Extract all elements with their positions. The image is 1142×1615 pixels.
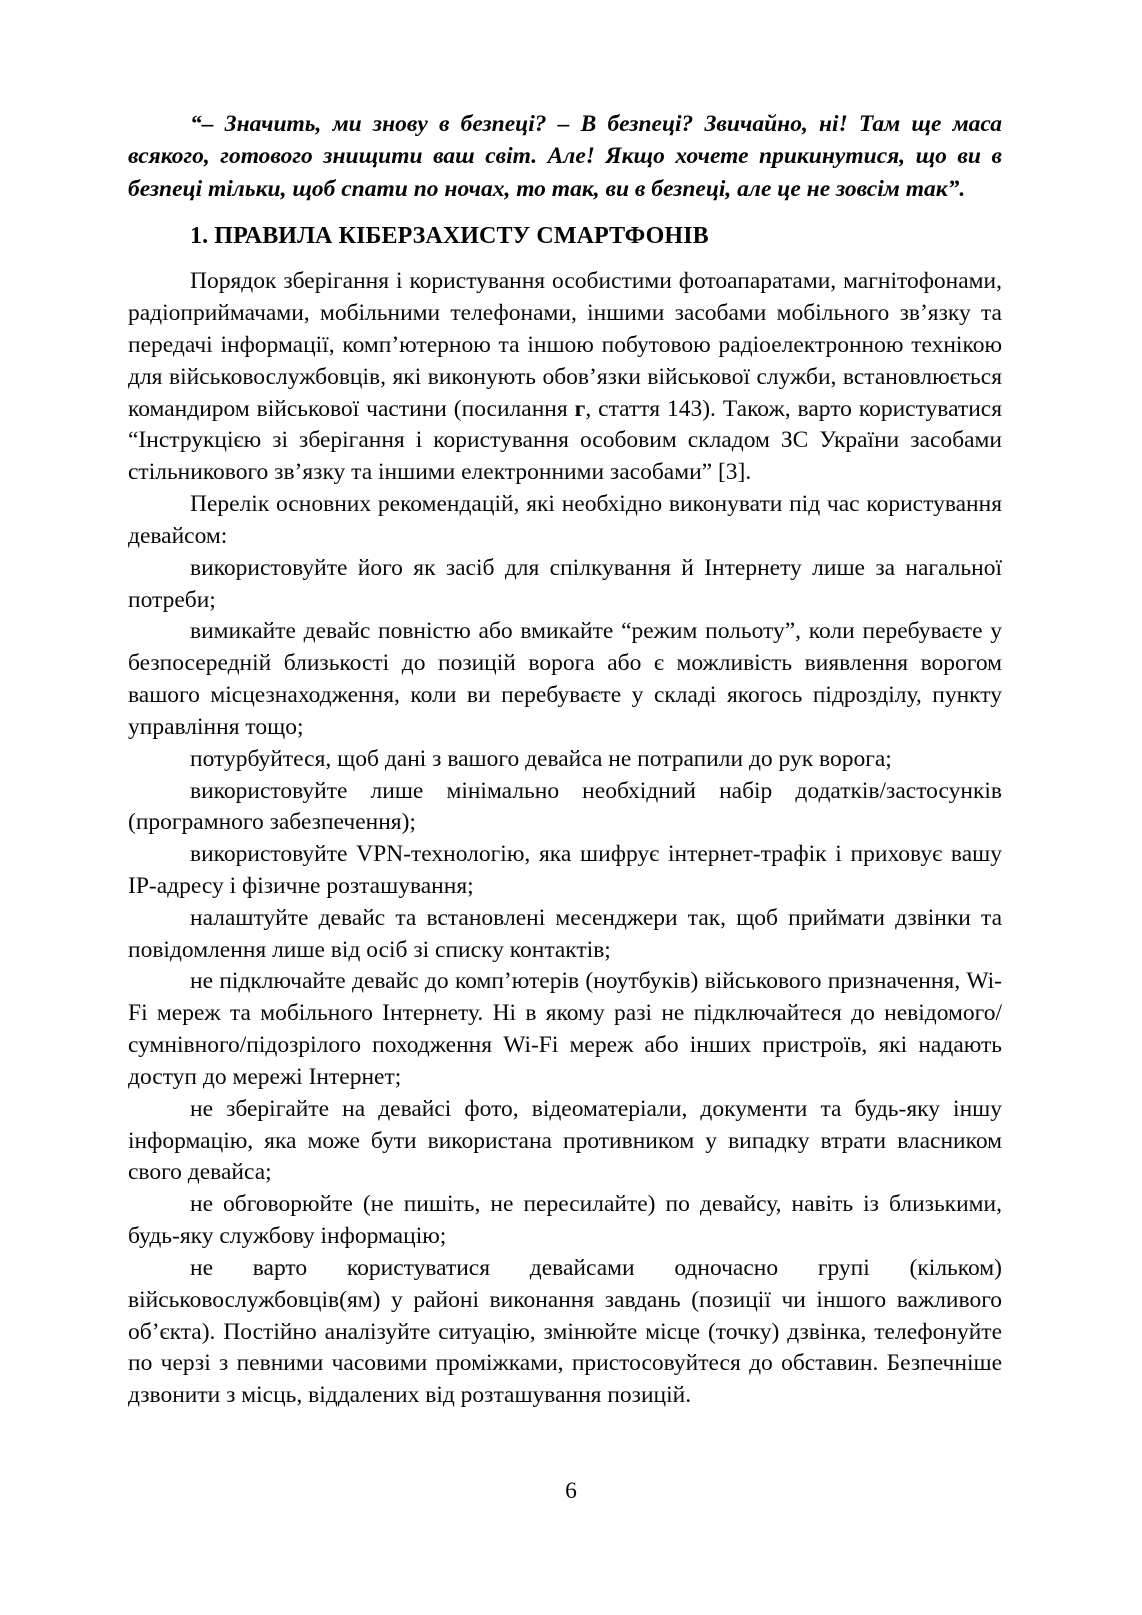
recommendation-item-10: не варто користуватися девайсами одночасно групі (кільком) військовослужбовців(ям) у районі виконання завдань (позиції чи іншого важливого об’єкта). Постійно аналізуйте ситуацію, змінюйте місце (точку) дзвінка, телефонуйте по черзі з певними часовими проміжками, пристосовуйтеся до обставин. Безпечніше дзвонити з місць, віддалених від розташування позицій. <box>128 1254 1002 1409</box>
page-number: 6 <box>565 1478 577 1504</box>
recommendation-item-4: використовуйте лише мінімально необхідний набір додатків/застосунків (програмного забезпечення); <box>128 777 1002 836</box>
epigraph: “– Значить, ми знову в безпеці? – В безпеці? Звичайно, ні! Там ще маса всякого, готового знищити ваш світ. Але! Якщо хочете прикинутися, що ви в безпеці тільки, щоб спати по ночах, то так, ви в безпеці, але це не зовсім так”. <box>128 111 1002 202</box>
recommendation-item-3: потурбуйтеся, щоб дані з вашого девайса не потрапили до рук ворога; <box>190 745 892 772</box>
paragraph-intro-lead: Порядок зберігання і користування особистими фотоапаратами, магнітофонами, радіоприймачами, мобільними телефонами, іншими засобами мобільного зв’язку та передачі інформації, комп’ютерною та іншою побутовою радіоелектронною технікою для військовослужбовців, які виконують обов’язки військової служби, встановлюється командиром військової частини (посилання <box>128 268 1002 422</box>
paragraph-intro-bold-reference: г <box>574 395 586 422</box>
recommendation-item-6: налаштуйте девайс та встановлені месенджери так, щоб приймати дзвінки та повідомлення лише від осіб зі списку контактів; <box>128 904 1002 963</box>
recommendation-item-7: не підключайте девайс до комп’ютерів (ноутбуків) військового призначення, Wi-Fi мереж та мобільного Інтернету. Ні в якому разі не підключайтеся до невідомого/сумнівного/підозрілого походження Wi-Fi мереж або інших пристроїв, які надають доступ до мережі Інтернет; <box>128 968 1002 1090</box>
paragraph-intro-tail: , стаття 143). Також, варто користуватися “Інструкцією зі зберігання і користування особовим складом ЗС України засобами стільникового зв’язку та іншими електронними засобами” [3]. <box>128 395 1003 486</box>
section-heading: 1. ПРАВИЛА КІБЕРЗАХИСТУ СМАРТФОНІВ <box>190 223 709 250</box>
recommendation-item-1: використовуйте його як засіб для спілкування й Інтернету лише за нагальної потреби; <box>128 554 1002 613</box>
page-content <box>128 108 1002 1412</box>
recommendation-item-9: не обговорюйте (не пишіть, не пересилайте) по девайсу, навіть із близькими, будь-яку службову інформацію; <box>128 1191 1002 1250</box>
paragraph-lead-in: Перелік основних рекомендацій, які необхідно виконувати під час користування девайсом: <box>128 491 1002 549</box>
recommendation-item-8: не зберігайте на девайсі фото, відеоматеріали, документи та будь-яку іншу інформацію, яка може бути використана противником у випадку втрати власником свого девайса; <box>128 1095 1002 1186</box>
recommendation-item-2: вимикайте девайс повністю або вмикайте “режим польоту”, коли перебуваєте у безпосередній близькості до позицій ворога або є можливість виявлення ворогом вашого місцезнаходження, коли ви перебуваєте у складі якогось підрозділу, пункту управління тощо; <box>128 618 1002 740</box>
recommendation-item-5: використовуйте VPN-технологію, яка шифрує інтернет-трафік і приховує вашу IP-адресу і фізичне розташування; <box>128 841 1002 899</box>
paragraph-intro <box>128 266 1002 489</box>
